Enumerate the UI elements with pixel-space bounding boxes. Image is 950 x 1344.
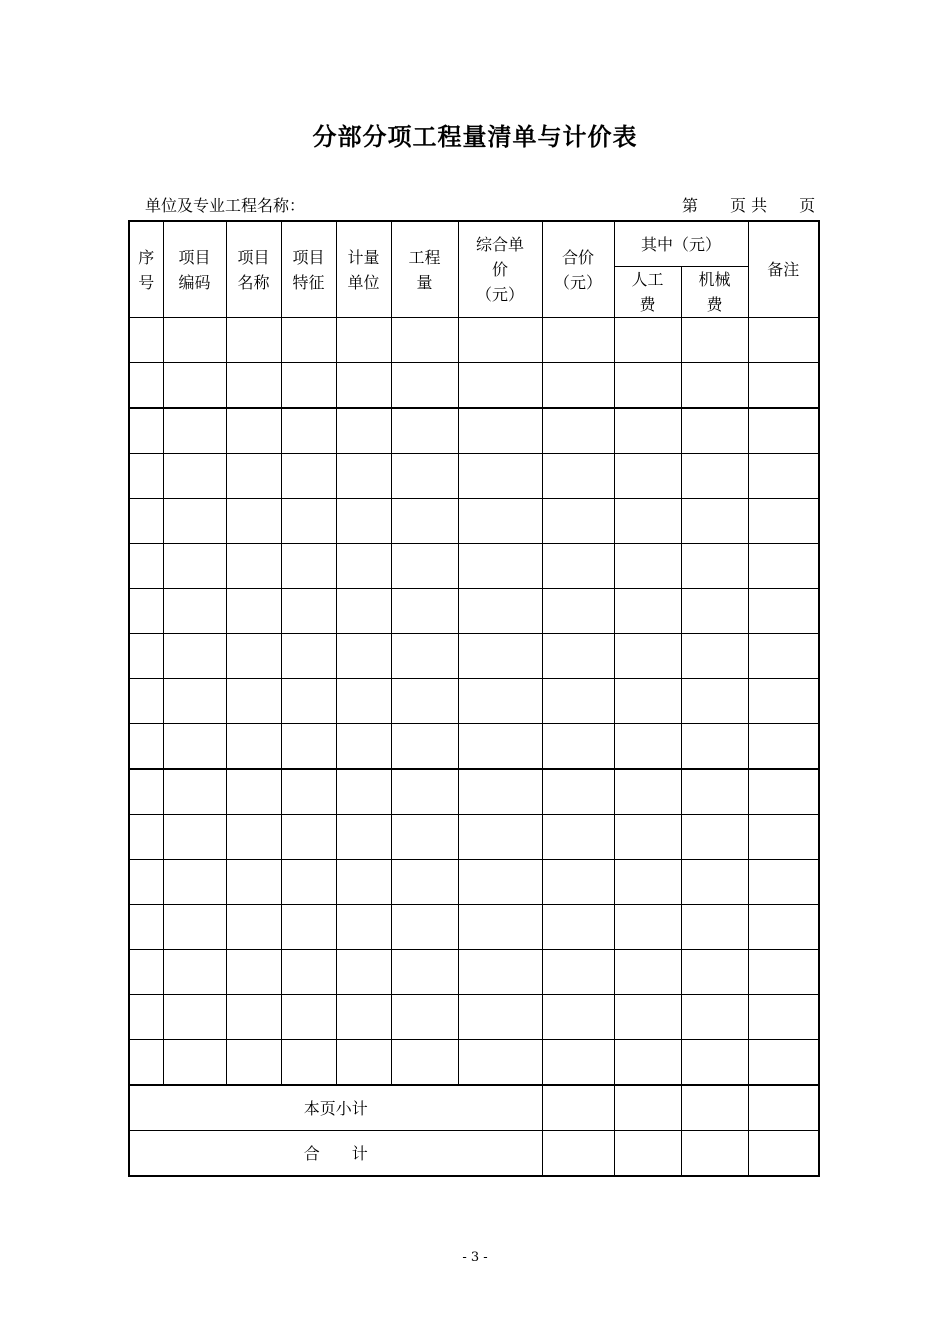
table-cell[interactable] [129,499,163,544]
table-cell[interactable] [163,544,226,589]
table-cell[interactable] [163,679,226,724]
table-row [129,634,819,679]
table-cell[interactable] [163,815,226,860]
table-cell[interactable] [129,454,163,499]
table-cell[interactable] [281,860,336,905]
table-cell[interactable] [226,454,281,499]
table-cell[interactable] [542,408,614,454]
table-cell[interactable] [458,499,542,544]
header-machine: 机械 费 [681,267,748,318]
table-cell[interactable] [391,634,458,679]
table-row [129,679,819,724]
header-item-name: 项目 名称 [226,221,281,318]
table-cell[interactable] [748,995,819,1040]
table-cell[interactable] [748,905,819,950]
table-cell[interactable] [542,454,614,499]
table-cell[interactable] [281,950,336,995]
table-cell[interactable] [748,589,819,634]
header-total: 合价 （元） [542,221,614,318]
table-cell[interactable] [336,408,391,454]
table-cell[interactable] [336,363,391,409]
header-unit-price: 综合单 价 （元） [458,221,542,318]
table-cell[interactable] [614,408,681,454]
table-cell[interactable] [336,634,391,679]
table-cell[interactable] [542,724,614,770]
grand-total-machine-cell[interactable] [681,1131,748,1177]
table-cell[interactable] [281,318,336,363]
table-cell[interactable] [391,860,458,905]
header-item-code: 项目 编码 [163,221,226,318]
table-cell[interactable] [336,769,391,815]
table-row [129,499,819,544]
table-cell[interactable] [391,815,458,860]
table-cell[interactable] [226,408,281,454]
table-cell[interactable] [748,454,819,499]
table-cell[interactable] [226,318,281,363]
table-row [129,950,819,995]
table-cell[interactable] [226,1040,281,1086]
table-cell[interactable] [542,499,614,544]
table-cell[interactable] [542,815,614,860]
subtotal-remark-cell[interactable] [748,1085,819,1131]
table-cell[interactable] [226,499,281,544]
table-cell[interactable] [226,679,281,724]
table-cell[interactable] [614,363,681,409]
subtotal-labor-cell[interactable] [614,1085,681,1131]
table-cell[interactable] [542,589,614,634]
table-cell[interactable] [458,950,542,995]
table-cell[interactable] [681,950,748,995]
table-cell[interactable] [163,363,226,409]
table-cell[interactable] [226,769,281,815]
table-cell[interactable] [391,769,458,815]
table-cell[interactable] [614,950,681,995]
table-cell[interactable] [542,860,614,905]
table-cell[interactable] [458,408,542,454]
table-cell[interactable] [336,544,391,589]
table-cell[interactable] [681,544,748,589]
bill-of-quantities-table [128,220,820,1177]
table-cell[interactable] [281,905,336,950]
table-cell[interactable] [614,860,681,905]
table-row [129,454,819,499]
table-cell[interactable] [129,408,163,454]
table-cell[interactable] [542,950,614,995]
table-cell[interactable] [163,860,226,905]
table-cell[interactable] [458,318,542,363]
table-row [129,408,819,454]
table-cell[interactable] [681,769,748,815]
table-row [129,589,819,634]
table-cell[interactable] [336,995,391,1040]
table-cell[interactable] [542,905,614,950]
table-cell[interactable] [458,454,542,499]
table-cell[interactable] [163,634,226,679]
table-cell[interactable] [226,589,281,634]
grand-total-remark-cell[interactable] [748,1131,819,1177]
table-cell[interactable] [458,815,542,860]
table-cell[interactable] [129,589,163,634]
table-row [129,318,819,363]
table-cell[interactable] [748,1040,819,1086]
table-cell[interactable] [163,499,226,544]
table-cell[interactable] [336,589,391,634]
table-cell[interactable] [391,679,458,724]
header-quantity: 工程 量 [391,221,458,318]
table-cell[interactable] [336,905,391,950]
table-cell[interactable] [542,318,614,363]
table-cell[interactable] [748,950,819,995]
header-labor: 人工 费 [614,267,681,318]
table-cell[interactable] [281,544,336,589]
table-cell[interactable] [542,679,614,724]
table-cell[interactable] [614,769,681,815]
table-cell[interactable] [748,363,819,409]
page-count-label: 第 页 共 页 [682,196,816,215]
table-cell[interactable] [681,318,748,363]
table-cell[interactable] [748,499,819,544]
table-cell[interactable] [163,1040,226,1086]
header-of-which: 其中（元） [614,221,748,267]
table-cell[interactable] [614,544,681,589]
table-cell[interactable] [614,1040,681,1086]
table-cell[interactable] [129,363,163,409]
table-row [129,995,819,1040]
table-row [129,544,819,589]
grand-total-label: 合 计 [129,1131,542,1177]
table-cell[interactable] [129,905,163,950]
table-cell[interactable] [281,634,336,679]
table-cell[interactable] [163,318,226,363]
table-cell[interactable] [681,499,748,544]
table-cell[interactable] [681,679,748,724]
document-title: 分部分项工程量清单与计价表 [312,123,638,151]
table-cell[interactable] [129,724,163,770]
table-cell[interactable] [336,950,391,995]
table-cell[interactable] [163,724,226,770]
table-cell[interactable] [748,408,819,454]
table-cell[interactable] [391,318,458,363]
table-cell[interactable] [336,724,391,770]
table-cell[interactable] [681,363,748,409]
table-cell[interactable] [163,589,226,634]
table-cell[interactable] [336,1040,391,1086]
table-cell[interactable] [129,995,163,1040]
subtotal-label: 本页小计 [129,1085,542,1131]
table-cell[interactable] [681,724,748,770]
table-row [129,363,819,409]
table-cell[interactable] [458,363,542,409]
table-cell[interactable] [281,769,336,815]
table-cell[interactable] [129,679,163,724]
table-cell[interactable] [391,589,458,634]
table-cell[interactable] [391,499,458,544]
table-cell[interactable] [281,454,336,499]
table-cell[interactable] [281,363,336,409]
table-cell[interactable] [748,544,819,589]
table-cell[interactable] [336,318,391,363]
table-cell[interactable] [391,724,458,770]
table-cell[interactable] [336,860,391,905]
table-cell[interactable] [681,589,748,634]
table-cell[interactable] [226,950,281,995]
table-cell[interactable] [336,815,391,860]
table-cell[interactable] [748,815,819,860]
table-cell[interactable] [129,634,163,679]
table-cell[interactable] [614,679,681,724]
table-row [129,1040,819,1086]
table-cell[interactable] [281,499,336,544]
table-cell[interactable] [129,860,163,905]
table-cell[interactable] [391,408,458,454]
table-cell[interactable] [129,815,163,860]
table-cell[interactable] [458,634,542,679]
table-cell[interactable] [281,995,336,1040]
table-cell[interactable] [542,995,614,1040]
table-cell[interactable] [391,454,458,499]
table-cell[interactable] [129,769,163,815]
table-cell[interactable] [681,995,748,1040]
header-item-feature: 项目 特征 [281,221,336,318]
table-cell[interactable] [542,1040,614,1086]
table-cell[interactable] [458,905,542,950]
table-cell[interactable] [391,905,458,950]
grand-total-cell[interactable] [542,1131,614,1177]
table-cell[interactable] [542,634,614,679]
table-cell[interactable] [336,454,391,499]
table-cell[interactable] [681,1040,748,1086]
table-cell[interactable] [542,769,614,815]
header-remark: 备注 [748,221,819,318]
table-cell[interactable] [542,544,614,589]
table-cell[interactable] [614,454,681,499]
table-cell[interactable] [391,544,458,589]
table-cell[interactable] [748,860,819,905]
table-cell[interactable] [614,634,681,679]
table-cell[interactable] [681,860,748,905]
table-cell[interactable] [748,769,819,815]
table-cell[interactable] [614,499,681,544]
table-cell[interactable] [458,1040,542,1086]
header-unit: 计量 单位 [336,221,391,318]
table-cell[interactable] [458,860,542,905]
table-cell[interactable] [163,454,226,499]
subtotal-machine-cell[interactable] [681,1085,748,1131]
table-cell[interactable] [681,634,748,679]
table-cell[interactable] [281,408,336,454]
table-cell[interactable] [336,679,391,724]
table-cell[interactable] [226,544,281,589]
table-cell[interactable] [391,1040,458,1086]
table-row [129,905,819,950]
table-cell[interactable] [458,679,542,724]
table-cell[interactable] [163,905,226,950]
table-cell[interactable] [281,724,336,770]
table-cell[interactable] [458,724,542,770]
table-cell[interactable] [226,860,281,905]
table-cell[interactable] [681,905,748,950]
table-cell[interactable] [281,679,336,724]
table-cell[interactable] [542,363,614,409]
table-cell[interactable] [226,995,281,1040]
table-cell[interactable] [614,995,681,1040]
table-cell[interactable] [614,815,681,860]
page-number: - 3 - [462,1250,488,1265]
table-cell[interactable] [281,1040,336,1086]
table-row [129,724,819,770]
table-cell[interactable] [458,589,542,634]
table-cell[interactable] [748,724,819,770]
header-seq: 序 号 [129,221,163,318]
table-cell[interactable] [614,905,681,950]
table-cell[interactable] [458,544,542,589]
table-cell[interactable] [226,815,281,860]
table-cell[interactable] [748,318,819,363]
table-cell[interactable] [281,815,336,860]
table-cell[interactable] [748,679,819,724]
table-cell[interactable] [226,634,281,679]
table-cell[interactable] [614,589,681,634]
table-cell[interactable] [129,544,163,589]
table-cell[interactable] [614,318,681,363]
table-cell[interactable] [391,995,458,1040]
table-row [129,815,819,860]
table-row [129,769,819,815]
table-row [129,860,819,905]
table-cell[interactable] [226,905,281,950]
table-cell[interactable] [129,1040,163,1086]
table-cell[interactable] [163,408,226,454]
table-cell[interactable] [129,318,163,363]
table-cell[interactable] [163,995,226,1040]
subtotal-total-cell[interactable] [542,1085,614,1131]
table-cell[interactable] [391,363,458,409]
table-cell[interactable] [458,769,542,815]
table-cell[interactable] [281,589,336,634]
table-cell[interactable] [681,815,748,860]
table-cell[interactable] [226,363,281,409]
table-cell[interactable] [391,950,458,995]
table-cell[interactable] [748,634,819,679]
table-cell[interactable] [681,454,748,499]
table-cell[interactable] [681,408,748,454]
table-cell[interactable] [129,950,163,995]
table-cell[interactable] [336,499,391,544]
table-cell[interactable] [614,724,681,770]
table-cell[interactable] [458,995,542,1040]
unit-name-label: 单位及专业工程名称： [145,196,306,215]
grand-total-labor-cell[interactable] [614,1131,681,1177]
table-cell[interactable] [163,769,226,815]
table-cell[interactable] [226,724,281,770]
table-cell[interactable] [163,950,226,995]
